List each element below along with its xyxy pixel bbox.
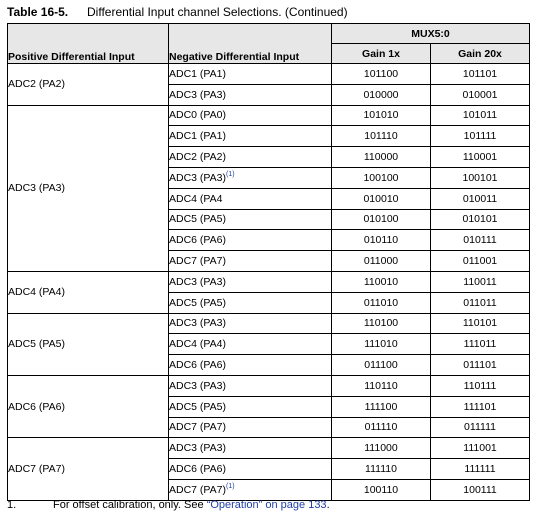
negative-input-cell (169, 417, 332, 438)
table-number: Table 16-5. (7, 5, 69, 19)
negative-input-cell (169, 396, 332, 417)
negative-input-cell (169, 105, 332, 126)
gain-1x-cell: 011100 (332, 355, 431, 376)
table-caption (7, 5, 348, 19)
gain-1x-cell: 101110 (332, 126, 431, 147)
gain-20x-cell: 101111 (431, 126, 530, 147)
negative-input-label: ADC5 (PA5) (169, 400, 226, 413)
header-positive-input: Positive Differential Input (8, 24, 169, 64)
gain-20x-cell: 110011 (431, 271, 530, 292)
gain-20x-cell: 110101 (431, 313, 530, 334)
table-row (8, 105, 530, 126)
positive-input-cell: ADC7 (PA7) (8, 438, 169, 500)
mux-selection-table (7, 23, 530, 501)
footnote-number: 1. (7, 499, 17, 511)
gain-1x-cell: 100110 (332, 479, 431, 500)
header-mux: MUX5:0 (332, 24, 530, 44)
gain-1x-cell: 111110 (332, 459, 431, 480)
gain-1x-cell: 011000 (332, 251, 431, 272)
gain-20x-cell: 010011 (431, 188, 530, 209)
footnote-end: . (326, 499, 330, 511)
gain-20x-cell: 101101 (431, 64, 530, 85)
gain-20x-cell: 011001 (431, 251, 530, 272)
negative-input-label: ADC4 (PA4) (169, 338, 226, 351)
gain-1x-cell: 011110 (332, 417, 431, 438)
gain-20x-cell: 010101 (431, 209, 530, 230)
gain-20x-cell: 111111 (431, 459, 530, 480)
negative-input-cell (169, 459, 332, 480)
gain-20x-cell: 010111 (431, 230, 530, 251)
header-row-1 (8, 24, 530, 44)
gain-20x-cell: 110111 (431, 375, 530, 396)
negative-input-label: ADC3 (PA3) (169, 171, 226, 184)
negative-input-cell (169, 438, 332, 459)
gain-20x-cell: 011101 (431, 355, 530, 376)
negative-input-label: ADC3 (PA3) (169, 317, 226, 330)
gain-1x-cell: 010010 (332, 188, 431, 209)
gain-20x-cell: 100111 (431, 479, 530, 500)
table-row (8, 438, 530, 459)
negative-input-label: ADC6 (PA6) (169, 463, 226, 476)
footnote-text: For offset calibration, only. See (53, 499, 207, 511)
gain-20x-cell: 110001 (431, 147, 530, 168)
gain-20x-cell: 111011 (431, 334, 530, 355)
negative-input-cell (169, 126, 332, 147)
positive-input-cell: ADC2 (PA2) (8, 64, 169, 106)
gain-20x-cell: 011111 (431, 417, 530, 438)
negative-input-cell (169, 271, 332, 292)
negative-input-cell (169, 147, 332, 168)
header-gain-20x: Gain 20x (431, 44, 530, 64)
gain-1x-cell: 111000 (332, 438, 431, 459)
negative-input-cell (169, 230, 332, 251)
positive-input-cell: ADC3 (PA3) (8, 105, 169, 271)
table-body (8, 64, 530, 501)
negative-input-cell (169, 355, 332, 376)
negative-input-cell (169, 209, 332, 230)
table-row (8, 271, 530, 292)
negative-input-label: ADC3 (PA3) (169, 379, 226, 392)
table-row (8, 313, 530, 334)
negative-input-cell (169, 334, 332, 355)
negative-input-label: ADC6 (PA6) (169, 234, 226, 247)
gain-20x-cell: 111101 (431, 396, 530, 417)
table-row (8, 64, 530, 85)
negative-input-cell (169, 251, 332, 272)
positive-input-cell: ADC6 (PA6) (8, 375, 169, 437)
gain-1x-cell: 111100 (332, 396, 431, 417)
gain-20x-cell: 111001 (431, 438, 530, 459)
table-title: Differential Input channel Selections. (Continued) (87, 5, 348, 19)
negative-input-label: ADC7 (PA7) (169, 255, 226, 268)
negative-input-cell (169, 167, 332, 188)
negative-input-label: ADC1 (PA1) (169, 67, 226, 80)
gain-1x-cell: 010110 (332, 230, 431, 251)
gain-1x-cell: 111010 (332, 334, 431, 355)
negative-input-cell (169, 188, 332, 209)
negative-input-cell (169, 313, 332, 334)
gain-1x-cell: 110010 (332, 271, 431, 292)
gain-1x-cell: 010000 (332, 84, 431, 105)
negative-input-label: ADC7 (PA7) (169, 483, 226, 496)
negative-input-label: ADC3 (PA3) (169, 442, 226, 455)
negative-input-cell (169, 375, 332, 396)
gain-1x-cell: 110000 (332, 147, 431, 168)
gain-1x-cell: 011010 (332, 292, 431, 313)
header-negative-input: Negative Differential Input (169, 24, 332, 64)
table-row (8, 375, 530, 396)
negative-input-label: ADC3 (PA3) (169, 88, 226, 101)
operation-page-link[interactable]: “Operation” on page 133 (206, 499, 327, 511)
negative-input-label: ADC2 (PA2) (169, 151, 226, 164)
footnote-reference[interactable]: (1) (226, 170, 235, 178)
negative-input-cell (169, 292, 332, 313)
positive-input-cell: ADC4 (PA4) (8, 271, 169, 313)
negative-input-cell (169, 64, 332, 85)
gain-1x-cell: 101010 (332, 105, 431, 126)
footnote-reference[interactable]: (1) (226, 482, 235, 490)
positive-input-cell: ADC5 (PA5) (8, 313, 169, 375)
gain-1x-cell: 101100 (332, 64, 431, 85)
gain-20x-cell: 101011 (431, 105, 530, 126)
negative-input-label: ADC5 (PA5) (169, 296, 226, 309)
negative-input-label: ADC6 (PA6) (169, 359, 226, 372)
negative-input-cell (169, 84, 332, 105)
negative-input-label: ADC5 (PA5) (169, 213, 226, 226)
footnote (7, 498, 330, 512)
gain-1x-cell: 010100 (332, 209, 431, 230)
gain-1x-cell: 110110 (332, 375, 431, 396)
negative-input-label: ADC1 (PA1) (169, 130, 226, 143)
negative-input-label: ADC7 (PA7) (169, 421, 226, 434)
negative-input-label: ADC4 (PA4 (169, 192, 223, 205)
gain-20x-cell: 011011 (431, 292, 530, 313)
gain-20x-cell: 100101 (431, 167, 530, 188)
gain-1x-cell: 100100 (332, 167, 431, 188)
gain-1x-cell: 110100 (332, 313, 431, 334)
header-gain-1x: Gain 1x (332, 44, 431, 64)
negative-input-label: ADC3 (PA3) (169, 275, 226, 288)
gain-20x-cell: 010001 (431, 84, 530, 105)
negative-input-label: ADC0 (PA0) (169, 109, 226, 122)
